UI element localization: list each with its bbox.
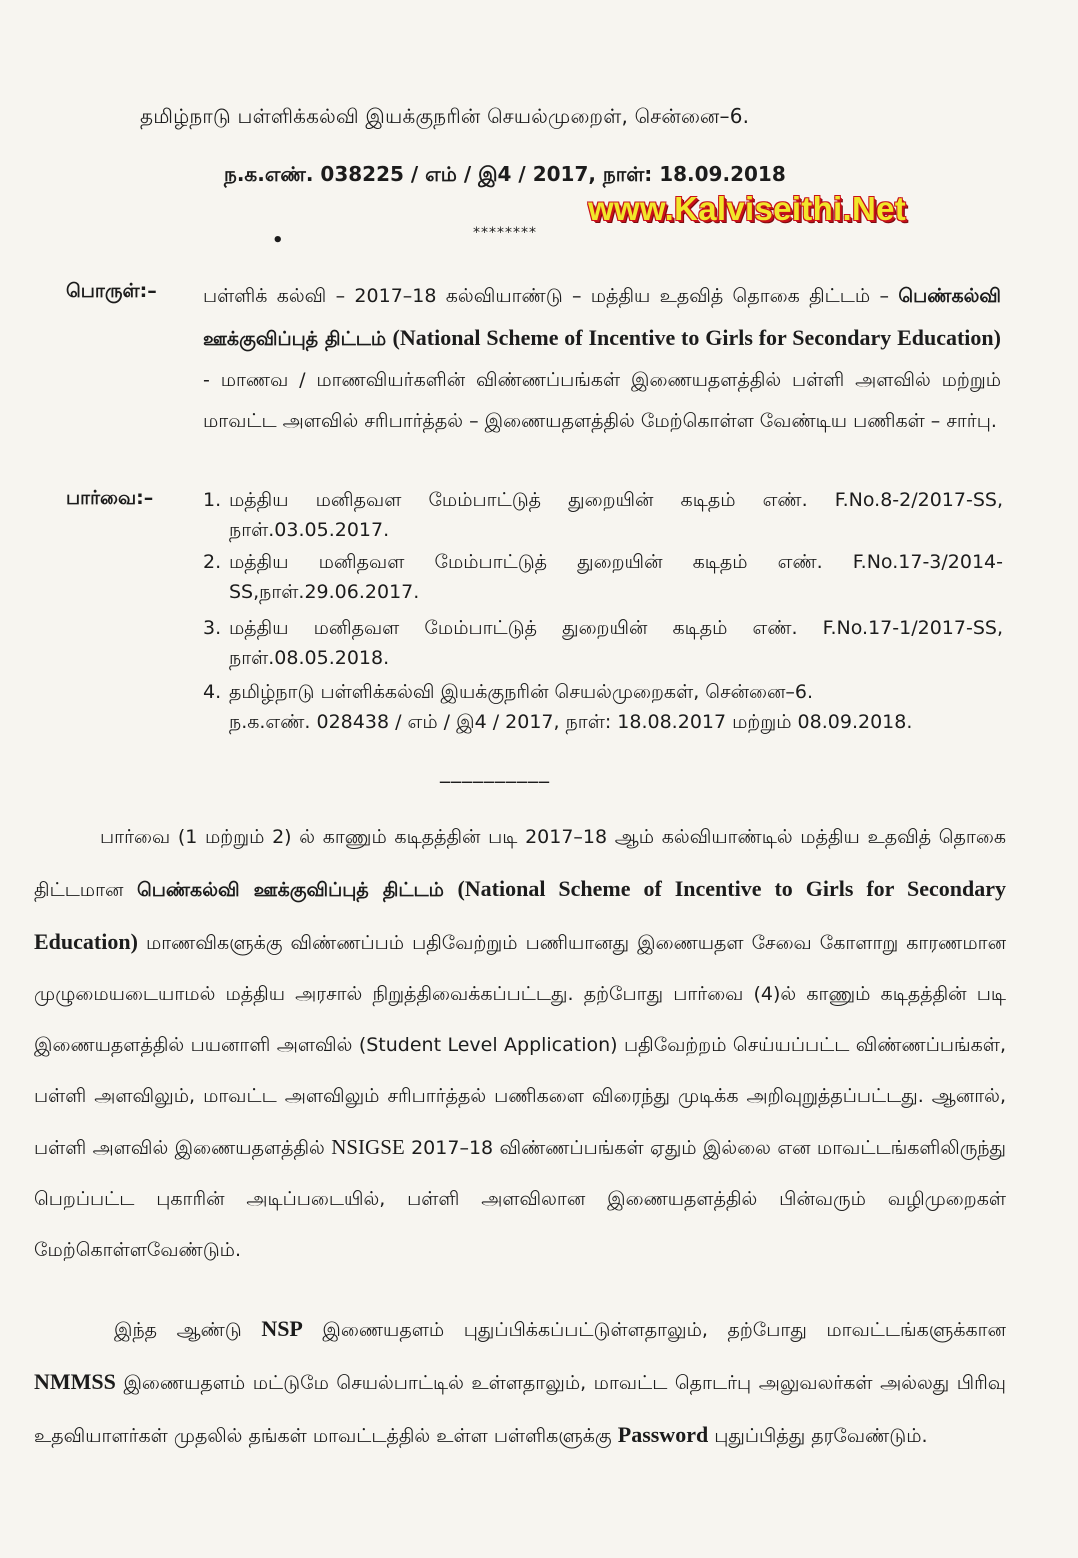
body-paragraph-2 (34, 1303, 1006, 1462)
para2-part-c: இணையதளம் மட்டுமே செயல்பாட்டில் உள்ளதாலும், மாவட்ட தொடர்பு அலுவலர்கள் அல்லது பிரிவு உதவியாளர்கள் முதலில் தங்கள் மாவட்டத்தில் உள்ள பள்ளிகளுக்கு (34, 1372, 1006, 1447)
reference-text: மத்திய மனிதவள மேம்பாட்டுத் துறையின் கடிதம் எண். F.No.17-3/2014-SS,நாள்.29.06.2017. (229, 551, 1003, 603)
subject-part1: பள்ளிக் கல்வி – 2017–18 கல்வியாண்டு – மத்திய உதவித் தொகை திட்டம் – (203, 285, 890, 307)
para2-nmmss: NMMSS (34, 1369, 116, 1394)
subject-label: பொருள்:– (66, 280, 157, 302)
para2-part-b: இணையதளம் புதுப்பிக்கப்பட்டுள்ளதாலும், தற்போது மாவட்டங்களுக்கான (322, 1319, 1006, 1341)
references-label: பார்வை:– (66, 487, 154, 509)
subject-text (203, 276, 1001, 442)
para1-scheme-english: (National Scheme of Incentive to Girls for Secondary Education) (34, 876, 1006, 954)
para1-nsigse: NSIGSE (331, 1135, 405, 1159)
document-header-title: தமிழ்நாடு பள்ளிக்கல்வி இயக்குநரின் செயல்முறைள், சென்னை–6. (140, 104, 750, 128)
section-separator: __________ (440, 759, 550, 783)
subject-scheme-tamil: பெண்கல்வி ஊக்குவிப்புத் திட்டம் (203, 285, 1001, 350)
star-separator: ******** (473, 225, 537, 241)
document-reference-number: ந.க.எண். 038225 / எம் / இ4 / 2017, நாள்: 18.09.2018 (224, 162, 786, 186)
para1-part-a: பார்வை (1 மற்றும் 2) ல் காணும் கடிதத்தின் படி 2017–18 ஆம் கல்வியாண்டில் மத்திய உதவித் தொகை திட்டமான (34, 826, 1006, 901)
stray-dot: • (272, 230, 284, 251)
reference-text-line1: தமிழ்நாடு பள்ளிக்கல்வி இயக்குநரின் செயல்முறைகள், சென்னை–6. (229, 681, 814, 703)
para1-part-c: 2017–18 விண்ணப்பங்கள் ஏதும் இல்லை என மாவட்டங்களிலிருந்து பெறப்பட்ட புகாரின் அடிப்படையில், பள்ளி அளவிலான இணையதளத்தில் பின்வரும் வழிமுறைகள் மேற்கொள்ளவேண்டும். (34, 1137, 1007, 1261)
website-watermark: www.Kalviseithi.Net (588, 190, 907, 227)
reference-text: மத்திய மனிதவள மேம்பாட்டுத் துறையின் கடிதம் எண். F.No.17-1/2017-SS, நாள்.08.05.2018. (229, 617, 1003, 669)
para1-part-b: மாணவிகளுக்கு விண்ணப்பம் பதிவேற்றும் பணியானது இணையதள சேவை கோளாறு காரணமான முழுமையடையாமல் மத்திய அரசால் நிறுத்திவைக்கப்பட்டது. தற்போது பார்வை (4)ல் காணும் கடிதத்தின் படி இணையதளத்தில் பயனாளி அளவில் (Student Level Application) பதிவேற்றம் செய்யப்பட்ட விண்ணப்பங்கள், பள்ளி அளவிலும், மாவட்ட அளவிலும் சரிபார்த்தல் பணிகளை விரைந்து முடிக்க அறிவுறுத்தப்பட்டது. ஆனால், பள்ளி அளவில் இணையதளத்தில் (34, 932, 1006, 1159)
para1-scheme-tamil: பெண்கல்வி ஊக்குவிப்புத் திட்டம் (136, 879, 444, 901)
para2-part-a: இந்த ஆண்டு (114, 1319, 242, 1341)
para2-part-d: புதுப்பித்து தரவேண்டும். (714, 1425, 928, 1447)
para2-nsp: NSP (261, 1316, 303, 1341)
reference-number: 1. (203, 489, 222, 511)
reference-text-line2: ந.க.எண். 028438 / எம் / இ4 / 2017, நாள்: 18.08.2017 மற்றும் 08.09.2018. (229, 711, 913, 733)
reference-number: 2. (203, 551, 222, 573)
reference-text (229, 677, 1003, 737)
subject-part2: - மாணவ / மாணவியர்களின் விண்ணப்பங்கள் இணையதளத்தில் பள்ளி அளவில் மற்றும் மாவட்ட அளவில் சரிபார்த்தல் – இணையதளத்தில் மேற்கொள்ள வேண்டிய பணிகள் – சார்பு. (203, 369, 1001, 432)
body-paragraph-1 (34, 812, 1006, 1276)
para2-password: Password (617, 1422, 709, 1447)
subject-scheme-english: (National Scheme of Incentive to Girls for Secondary Education) (392, 325, 1001, 350)
reference-number: 4. (203, 681, 222, 703)
reference-text: மத்திய மனிதவள மேம்பாட்டுத் துறையின் கடிதம் எண். F.No.8-2/2017-SS, நாள்.03.05.2017. (229, 489, 1003, 541)
reference-number: 3. (203, 617, 222, 639)
